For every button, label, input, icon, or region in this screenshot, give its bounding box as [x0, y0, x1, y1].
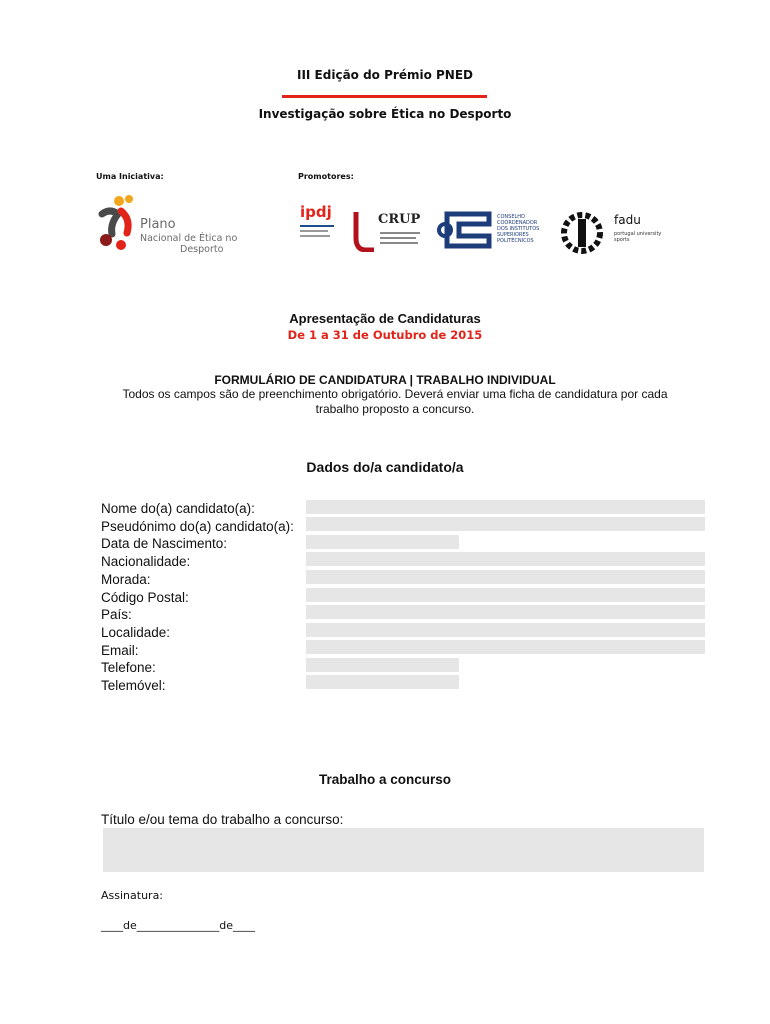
- fadu-logo-text: fadu: [614, 213, 641, 227]
- initiative-label: Uma Iniciativa:: [96, 172, 164, 181]
- address-field[interactable]: [306, 570, 705, 584]
- pned-line-1: Plano: [140, 217, 176, 232]
- field-label-phone: Telefone:: [101, 660, 156, 676]
- candidate-section-title: Dados do/a candidato/a: [306, 459, 464, 475]
- name-field[interactable]: [306, 500, 705, 514]
- field-label-pseudonym: Pseudónimo do(a) candidato(a):: [101, 518, 294, 534]
- field-label-birthdate: Data de Nascimento:: [101, 536, 228, 552]
- mobile-field[interactable]: [306, 675, 459, 689]
- edition-title: III Edição do Prémio PNED: [296, 68, 473, 82]
- country-field[interactable]: [306, 605, 705, 619]
- locality-field[interactable]: [306, 623, 705, 637]
- work-title-field[interactable]: [103, 828, 704, 872]
- signature-date-line: ____de_______________de____: [101, 919, 255, 932]
- field-label-postal-code: Código Postal:: [101, 589, 189, 605]
- pned-logo: [96, 193, 246, 255]
- signature-label: Assinatura:: [101, 889, 164, 902]
- email-field[interactable]: [306, 640, 705, 654]
- nationality-field[interactable]: [306, 552, 705, 566]
- field-label-country: País:: [101, 607, 132, 623]
- ccisp-logo: [437, 208, 549, 258]
- field-label-name: Nome do(a) candidato(a):: [101, 501, 255, 516]
- pned-line-3: Desporto: [180, 244, 224, 255]
- page-subtitle: Investigação sobre Ética no Desporto: [258, 107, 512, 121]
- pseudonym-field[interactable]: [306, 517, 705, 531]
- ipdj-logo-text: ipdj: [300, 203, 332, 221]
- ipdj-logo: [300, 203, 340, 253]
- work-section-title: Trabalho a concurso: [318, 772, 452, 787]
- birthdate-field[interactable]: [306, 535, 459, 549]
- fadu-logo-subtext: portugal university sports: [614, 231, 662, 243]
- pned-line-2: Nacional de Ética no: [140, 233, 238, 244]
- ccisp-logo-text: CONSELHO COORDENADOR DOS INSTITUTOS SUPERIORES POLITÉCNICOS: [497, 214, 540, 244]
- phone-field[interactable]: [306, 658, 459, 672]
- title-divider: [282, 95, 487, 98]
- fadu-logo: [558, 211, 668, 261]
- field-label-mobile: Telemóvel:: [101, 678, 166, 693]
- field-label-nationality: Nacionalidade:: [101, 554, 191, 570]
- applications-title: Apresentação de Candidaturas: [289, 311, 481, 326]
- field-label-address: Morada:: [101, 571, 151, 587]
- field-label-email: Email:: [101, 642, 139, 658]
- promoters-label: Promotores:: [298, 172, 354, 181]
- field-label-locality: Localidade:: [101, 624, 171, 640]
- crup-logo: [352, 208, 427, 258]
- applications-dates: De 1 a 31 de Outubro de 2015: [287, 328, 483, 342]
- form-note: Todos os campos são de preenchimento obrigatório. Deverá enviar uma ficha de candidatura por cada trabalho proposto a concurso.: [122, 387, 668, 416]
- postal-code-field[interactable]: [306, 588, 705, 602]
- crup-logo-text: CRUP: [378, 212, 421, 227]
- work-title-label: Título e/ou tema do trabalho a concurso:: [101, 812, 344, 827]
- form-heading: FORMULÁRIO DE CANDIDATURA | TRABALHO INDIVIDUAL: [214, 373, 556, 387]
